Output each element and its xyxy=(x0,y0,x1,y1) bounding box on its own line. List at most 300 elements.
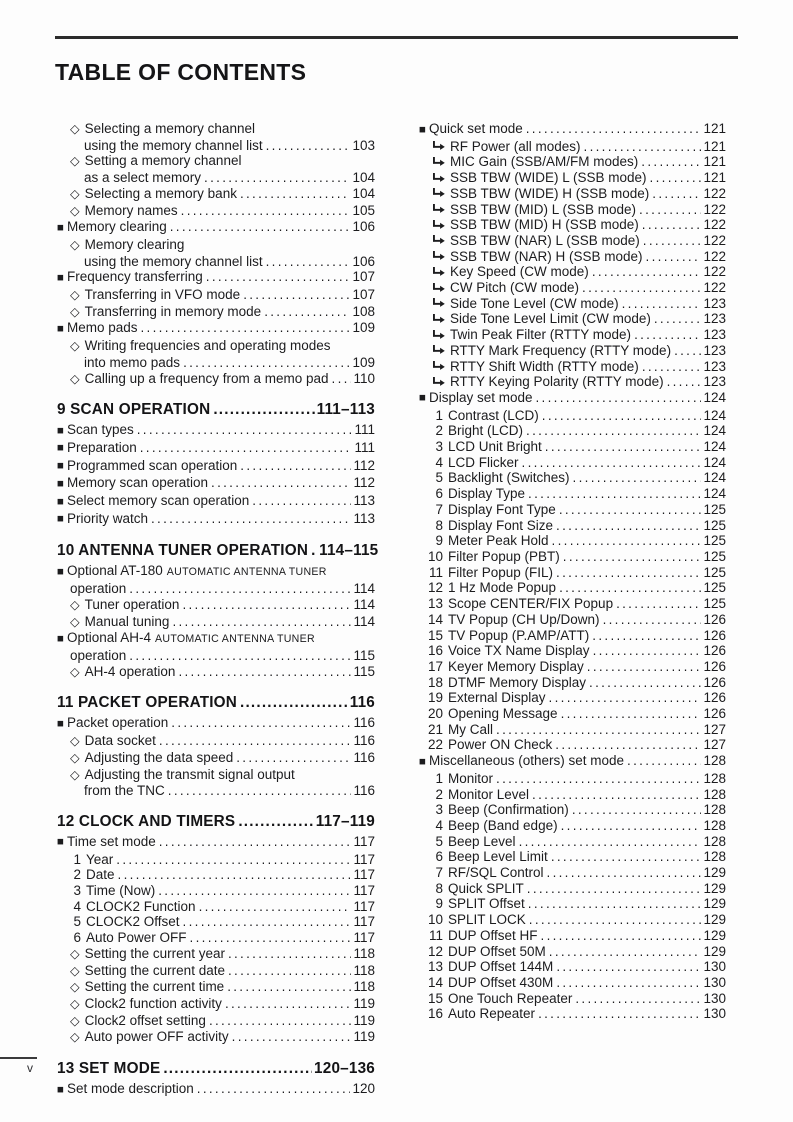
toc-entry xyxy=(419,849,726,865)
entry-page-number: 127 xyxy=(703,721,726,737)
entry-label: Bright (LCD) xyxy=(448,423,524,439)
toc-entry xyxy=(57,287,375,304)
diamond-bullet-icon: ◇ xyxy=(70,980,80,995)
entry-page-number: 124 xyxy=(703,486,726,502)
entry-label: SSB TBW (WIDE) L (SSB mode) xyxy=(450,170,647,186)
entry-label: SPLIT Offset xyxy=(448,896,525,912)
entry-label: Filter Popup (PBT) xyxy=(448,548,560,564)
dot-leader xyxy=(527,881,702,897)
curved-right-arrow-icon xyxy=(432,265,445,281)
entry-label: RTTY Keying Polarity (RTTY mode) xyxy=(450,374,664,390)
entry-label: Auto power OFF activity xyxy=(84,1029,229,1045)
square-bullet-icon: ■ xyxy=(57,513,64,526)
dot-leader xyxy=(526,121,702,137)
entry-page-number: 126 xyxy=(703,690,726,706)
entry-page-number: 123 xyxy=(703,358,726,374)
entry-page-number: 115 xyxy=(353,663,375,679)
entry-label: RF Power (all modes) xyxy=(450,138,581,154)
dot-leader xyxy=(584,139,702,155)
dot-leader xyxy=(532,787,701,803)
curved-right-arrow-icon xyxy=(432,233,445,249)
dot-leader xyxy=(650,170,702,186)
toc-entry xyxy=(57,664,375,681)
entry-label: Setting a memory channel xyxy=(84,153,242,169)
entry-label: SPLIT LOCK xyxy=(448,912,526,928)
entry-label-smallcaps: AUTOMATIC ANTENNA TUNER xyxy=(166,566,327,579)
entry-label: Side Tone Level (CW mode) xyxy=(450,295,619,311)
dot-leader xyxy=(559,580,701,596)
entry-page-number: 123 xyxy=(703,374,726,390)
entry-page-number: 124 xyxy=(703,470,726,486)
dot-leader xyxy=(556,959,701,975)
entry-label: Scope CENTER/FIX Popup xyxy=(448,596,614,612)
diamond-bullet-icon: ◇ xyxy=(70,734,80,749)
entry-page-number: 122 xyxy=(703,264,726,280)
square-bullet-icon: ■ xyxy=(57,565,64,578)
toc-entry xyxy=(419,343,726,359)
dot-leader xyxy=(641,154,701,170)
toc-entry xyxy=(419,280,726,296)
dot-leader xyxy=(228,946,352,962)
toc-entry xyxy=(419,928,726,944)
entry-label: DTMF Memory Display xyxy=(448,674,587,690)
entry-number: 1 xyxy=(435,407,443,423)
dot-leader xyxy=(549,944,702,960)
square-bullet-icon: ■ xyxy=(419,123,426,136)
diamond-bullet-icon: ◇ xyxy=(70,122,80,136)
dot-leader xyxy=(639,202,701,218)
entry-label: LCD Unit Bright xyxy=(448,439,542,455)
entry-page-number: 115 xyxy=(353,647,375,663)
entry-number: 3 xyxy=(435,802,443,818)
entry-label: Memory clearing xyxy=(84,236,185,252)
toc-entry xyxy=(57,767,375,799)
entry-number: 16 xyxy=(427,643,443,659)
dot-leader xyxy=(549,690,702,706)
dot-leader xyxy=(209,1013,352,1029)
dot-leader xyxy=(587,659,702,675)
dot-leader xyxy=(496,722,701,738)
entry-label: Packet operation xyxy=(66,715,169,731)
entry-number: 4 xyxy=(435,454,443,470)
toc-entry xyxy=(57,269,375,287)
toc-entry xyxy=(419,771,726,787)
entry-page-number: 124 xyxy=(703,407,726,423)
dot-leader xyxy=(582,280,701,296)
dot-leader xyxy=(538,1006,701,1022)
entry-label: Beep (Confirmation) xyxy=(448,802,569,818)
entry-number: 12 xyxy=(427,943,443,959)
diamond-bullet-icon: ◇ xyxy=(70,963,80,978)
dot-leader xyxy=(311,542,317,560)
page-title: TABLE OF CONTENTS xyxy=(55,59,307,86)
dot-leader xyxy=(240,694,348,712)
entry-number: 2 xyxy=(435,786,443,802)
dot-leader xyxy=(642,217,702,233)
entry-label: Data socket xyxy=(84,733,156,749)
entry-number: 3 xyxy=(435,439,443,455)
entry-label-continued: using the memory channel list xyxy=(84,137,263,153)
entry-page-number: 114 xyxy=(353,596,375,612)
toc-entry xyxy=(419,327,726,343)
dot-leader xyxy=(634,327,701,343)
entry-label: DUP Offset HF xyxy=(448,927,538,943)
toc-entry xyxy=(419,233,726,249)
toc-entry xyxy=(419,944,726,960)
diamond-bullet-icon: ◇ xyxy=(70,996,80,1011)
dot-leader xyxy=(204,170,350,186)
dot-leader xyxy=(555,737,701,753)
square-bullet-icon: ■ xyxy=(57,424,64,437)
toc-entry xyxy=(57,203,375,220)
entry-number: 2 xyxy=(73,867,81,883)
dot-leader xyxy=(181,203,351,219)
toc-entry xyxy=(419,787,726,803)
toc-entry xyxy=(419,518,726,534)
entry-number: 11 xyxy=(428,927,443,943)
dot-leader xyxy=(573,470,702,486)
entry-label: Optional AH-4 xyxy=(66,630,151,646)
entry-label: Select memory scan operation xyxy=(66,493,250,509)
entry-label: TV Popup (P.AMP/ATT) xyxy=(448,627,590,643)
entry-page-number: 118 xyxy=(353,979,375,995)
entry-page-number: 114 xyxy=(353,613,375,629)
dot-leader xyxy=(240,186,351,202)
curved-right-arrow-icon xyxy=(432,296,445,312)
entry-page-number: 130 xyxy=(703,959,726,975)
entry-label: Memory scan operation xyxy=(66,475,209,491)
toc-entry xyxy=(419,818,726,834)
toc-entry xyxy=(57,630,375,663)
dot-leader xyxy=(646,249,702,265)
entry-label: SSB TBW (NAR) L (SSB mode) xyxy=(450,232,640,248)
entry-page-number: 116 xyxy=(353,733,375,749)
entry-label: DUP Offset 50M xyxy=(448,943,546,959)
entry-label-continued: into memo pads xyxy=(84,354,181,370)
entry-page-number: 124 xyxy=(703,439,726,455)
entry-label: Beep (Band edge) xyxy=(448,817,558,833)
dot-leader xyxy=(129,581,351,597)
entry-page-number: 129 xyxy=(703,880,726,896)
toc-entry xyxy=(419,533,726,549)
toc-entry xyxy=(57,371,375,388)
entry-number: 2 xyxy=(435,423,443,439)
entry-page-number: 119 xyxy=(353,995,375,1011)
toc-entry xyxy=(57,614,375,631)
entry-page-number: 113 xyxy=(353,493,375,509)
dot-leader xyxy=(547,865,702,881)
dot-leader xyxy=(232,1029,352,1045)
dot-leader xyxy=(674,343,701,359)
toc-entry xyxy=(57,458,375,476)
entry-label: Miscellaneous (others) set mode xyxy=(428,753,625,769)
entry-page-number: 106 xyxy=(352,219,375,235)
dot-leader xyxy=(528,896,702,912)
entry-page-number: 130 xyxy=(703,1006,726,1022)
entry-label: Frequency transferring xyxy=(66,269,203,285)
entry-page-number: 104 xyxy=(352,170,375,186)
dot-leader xyxy=(137,422,353,438)
toc-entry xyxy=(57,237,375,269)
entry-page-number: 106 xyxy=(352,253,375,269)
entry-page-number: 121 xyxy=(703,138,726,154)
curved-right-arrow-icon xyxy=(432,186,445,202)
square-bullet-icon: ■ xyxy=(57,836,64,849)
entry-label: Programmed scan operation xyxy=(66,457,238,473)
curved-right-arrow-icon xyxy=(432,218,445,234)
entry-page-number: 117 xyxy=(353,851,375,867)
entry-label: Meter Peak Hold xyxy=(448,533,549,549)
dot-leader xyxy=(536,390,702,406)
dot-leader xyxy=(158,883,351,899)
entry-label: Setting the current time xyxy=(84,979,225,995)
entry-page-number: 111–113 xyxy=(316,401,375,419)
diamond-bullet-icon: ◇ xyxy=(70,237,80,252)
entry-page-number: 117 xyxy=(353,883,375,899)
dot-leader xyxy=(211,475,351,491)
toc-entry xyxy=(419,202,726,218)
toc-entry xyxy=(57,304,375,321)
toc-entry xyxy=(57,914,375,930)
toc-entry xyxy=(419,264,726,280)
entry-page-number: 119 xyxy=(353,1012,375,1028)
entry-page-number: 117 xyxy=(353,867,375,883)
toc-entry xyxy=(419,502,726,518)
entry-page-number: 110 xyxy=(353,370,375,386)
entry-number: 17 xyxy=(427,658,443,674)
toc-entry xyxy=(419,706,726,722)
toc-entry xyxy=(57,899,375,915)
entry-label: Filter Popup (FIL) xyxy=(448,564,554,580)
entry-label-smallcaps: AUTOMATIC ANTENNA TUNER xyxy=(155,633,315,646)
entry-page-number: 122 xyxy=(703,201,726,217)
dot-leader xyxy=(183,914,352,930)
entry-label: 1 Hz Mode Popup xyxy=(448,580,557,596)
dot-leader xyxy=(197,1081,351,1097)
dot-leader xyxy=(163,1060,312,1078)
entry-number: 6 xyxy=(435,486,443,502)
entry-label: Transferring in VFO mode xyxy=(84,287,241,303)
curved-right-arrow-icon xyxy=(432,281,445,297)
entry-page-number: 116 xyxy=(353,749,375,765)
entry-label: MIC Gain (SSB/AM/FM modes) xyxy=(450,154,639,170)
toc-entry xyxy=(57,186,375,203)
dot-leader xyxy=(589,675,701,691)
entry-label: Quick SPLIT xyxy=(448,880,524,896)
entry-label: Display Font Type xyxy=(448,501,556,517)
toc-entry xyxy=(57,996,375,1013)
dot-leader xyxy=(151,511,351,527)
toc-column-left xyxy=(57,121,379,1099)
entry-number: 19 xyxy=(427,690,443,706)
entry-label: Auto Power OFF xyxy=(86,930,187,946)
entry-label: RF/SQL Control xyxy=(448,865,544,881)
square-bullet-icon: ■ xyxy=(57,271,64,284)
entry-label: Clock2 offset setting xyxy=(84,1012,206,1028)
dot-leader xyxy=(627,753,701,769)
entry-page-number: 122 xyxy=(703,232,726,248)
entry-page-number: 128 xyxy=(703,786,726,802)
entry-label: Backlight (Switches) xyxy=(448,470,570,486)
toc-entry xyxy=(419,722,726,738)
dot-leader xyxy=(264,304,350,320)
entry-label: 11 PACKET OPERATION xyxy=(57,694,238,712)
entry-page-number: 121 xyxy=(703,170,726,186)
entry-label: RTTY Mark Frequency (RTTY mode) xyxy=(450,342,672,358)
entry-number: 8 xyxy=(435,880,443,896)
entry-label: Side Tone Level Limit (CW mode) xyxy=(450,311,651,327)
diamond-bullet-icon: ◇ xyxy=(70,288,80,303)
toc-entry xyxy=(57,597,375,614)
entry-label: Adjusting the data speed xyxy=(84,749,234,765)
entry-page-number: 114–115 xyxy=(319,542,379,560)
toc-entry xyxy=(57,750,375,767)
entry-label: Selecting a memory channel xyxy=(84,121,255,136)
toc-entry xyxy=(419,834,726,850)
entry-page-number: 104 xyxy=(352,185,375,201)
toc-entry xyxy=(57,475,375,493)
dot-leader xyxy=(159,733,352,749)
dot-leader xyxy=(643,233,702,249)
dot-leader xyxy=(266,254,351,270)
toc-entry xyxy=(419,154,726,170)
toc-entry xyxy=(57,511,375,529)
diamond-bullet-icon: ◇ xyxy=(70,304,80,319)
entry-page-number: 123 xyxy=(703,327,726,343)
footer-rule xyxy=(0,1057,37,1059)
entry-label: Writing frequencies and operating modes xyxy=(84,338,331,354)
entry-label: AH-4 operation xyxy=(84,663,176,679)
entry-number: 10 xyxy=(427,548,443,564)
entry-number: 4 xyxy=(435,817,443,833)
dot-leader xyxy=(183,355,350,371)
dot-leader xyxy=(552,533,702,549)
toc-entry xyxy=(419,865,726,881)
entry-number: 14 xyxy=(427,974,443,990)
dot-leader xyxy=(243,287,350,303)
diamond-bullet-icon: ◇ xyxy=(70,1030,80,1045)
diamond-bullet-icon: ◇ xyxy=(70,339,80,354)
toc-entry xyxy=(57,493,375,511)
entry-label: Power ON Check xyxy=(448,737,553,753)
toc-chapter-entry xyxy=(57,694,375,712)
curved-right-arrow-icon xyxy=(432,312,445,328)
toc-entry xyxy=(57,1081,375,1099)
toc-entry xyxy=(419,753,726,771)
toc-entry xyxy=(419,217,726,233)
entry-page-number: 118 xyxy=(353,945,375,961)
entry-number: 13 xyxy=(427,959,443,975)
dot-leader xyxy=(140,440,353,456)
entry-label: Beep Level Limit xyxy=(448,849,548,865)
entry-page-number: 125 xyxy=(703,517,726,533)
entry-label: 10 ANTENNA TUNER OPERATION xyxy=(57,542,309,560)
entry-page-number: 126 xyxy=(703,627,726,643)
entry-label: Memory names xyxy=(84,202,178,218)
entry-page-number: 128 xyxy=(703,770,726,786)
dot-leader xyxy=(252,493,351,509)
entry-label: Auto Repeater xyxy=(448,1006,536,1022)
entry-page-number: 124 xyxy=(703,389,726,405)
entry-label: CLOCK2 Function xyxy=(86,898,196,914)
entry-page-number: 111 xyxy=(354,422,375,438)
entry-page-number: 130 xyxy=(703,974,726,990)
dot-leader xyxy=(266,138,351,154)
entry-page-number: 123 xyxy=(703,311,726,327)
entry-label: CW Pitch (CW mode) xyxy=(450,280,580,296)
toc-entry xyxy=(419,121,726,139)
entry-number: 6 xyxy=(73,930,81,946)
entry-number: 18 xyxy=(427,674,443,690)
toc-entry xyxy=(419,881,726,897)
entry-page-number: 129 xyxy=(703,896,726,912)
dot-leader xyxy=(592,628,701,644)
dot-leader xyxy=(199,899,352,915)
entry-page-number: 126 xyxy=(703,643,726,659)
dot-leader xyxy=(529,912,702,928)
entry-number: 4 xyxy=(73,898,81,914)
entry-page-number: 124 xyxy=(703,423,726,439)
toc-entry xyxy=(419,991,726,1007)
square-bullet-icon: ■ xyxy=(419,755,426,768)
dot-leader xyxy=(236,750,351,766)
toc-entry xyxy=(419,296,726,312)
dot-leader xyxy=(642,359,702,375)
entry-number: 5 xyxy=(435,833,443,849)
toc-entry xyxy=(419,612,726,628)
entry-page-number: 103 xyxy=(352,137,375,153)
entry-label: TV Popup (CH Up/Down) xyxy=(448,611,600,627)
entry-number: 7 xyxy=(435,865,443,881)
entry-number: 1 xyxy=(73,851,81,867)
diamond-bullet-icon: ◇ xyxy=(70,750,80,765)
dot-leader xyxy=(526,423,701,439)
toc-entry xyxy=(419,470,726,486)
toc-entry xyxy=(419,311,726,327)
entry-page-number: 117 xyxy=(353,898,375,914)
entry-label: Quick set mode xyxy=(428,121,523,136)
entry-number: 15 xyxy=(427,990,443,1006)
entry-label: Monitor Level xyxy=(448,786,530,802)
entry-label: SSB TBW (MID) H (SSB mode) xyxy=(450,217,639,233)
entry-label: Clock2 function activity xyxy=(84,995,222,1011)
toc-entry xyxy=(57,338,375,370)
entry-label: CLOCK2 Offset xyxy=(86,914,180,930)
entry-label: Beep Level xyxy=(448,833,516,849)
toc-entry xyxy=(419,374,726,390)
dot-leader xyxy=(182,597,351,613)
toc-entry xyxy=(419,439,726,455)
dot-leader xyxy=(118,867,352,883)
dot-leader xyxy=(556,565,701,581)
diamond-bullet-icon: ◇ xyxy=(70,664,80,679)
dot-leader xyxy=(559,502,702,518)
square-bullet-icon: ■ xyxy=(57,460,64,473)
dot-leader xyxy=(228,963,352,979)
entry-label: Monitor xyxy=(448,770,494,786)
entry-label: Memo pads xyxy=(66,320,138,336)
curved-right-arrow-icon xyxy=(432,328,445,344)
entry-page-number: 118 xyxy=(353,962,375,978)
entry-page-number: 122 xyxy=(703,217,726,233)
entry-page-number: 122 xyxy=(703,248,726,264)
dot-leader xyxy=(141,320,351,336)
entry-page-number: 120–136 xyxy=(314,1060,375,1078)
dot-leader xyxy=(332,371,352,387)
entry-label-continued: from the TNC xyxy=(84,783,165,799)
entry-number: 1 xyxy=(435,770,443,786)
square-bullet-icon: ■ xyxy=(419,392,426,405)
